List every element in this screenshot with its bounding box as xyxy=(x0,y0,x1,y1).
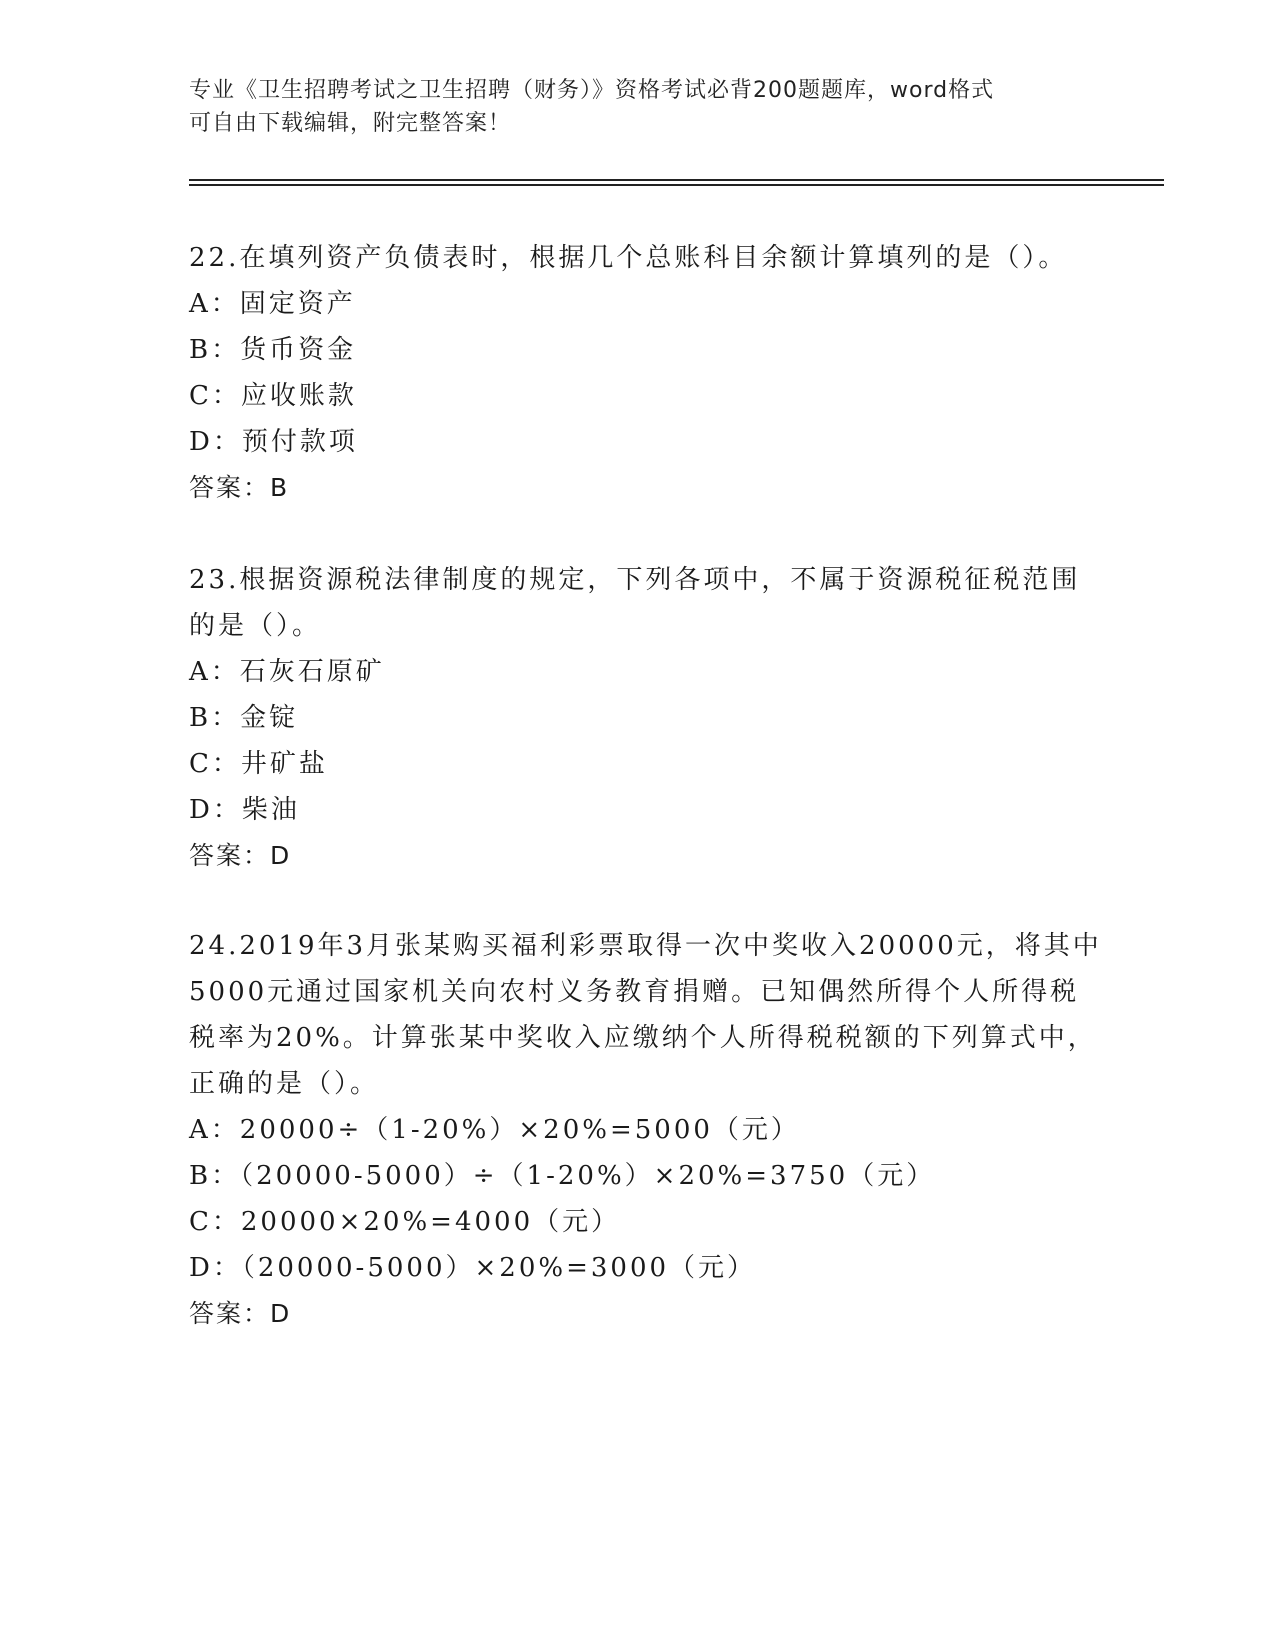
option-b: B：金锭 xyxy=(189,703,299,733)
option-b: B：（20000-5000）÷（1-20%）×20%=3750（元） xyxy=(189,1161,936,1191)
option-a: A：固定资产 xyxy=(189,289,356,319)
question-stem-line: 23.根据资源税法律制度的规定，下列各项中，不属于资源税征税范围 xyxy=(189,565,1081,595)
header-line-1: 专业《卫生招聘考试之卫生招聘（财务）》资格考试必背200题题库，word格式 xyxy=(189,78,995,103)
option-d: D：柴油 xyxy=(189,795,300,825)
option-c: C：20000×20%=4000（元） xyxy=(189,1207,621,1237)
option-a: A：石灰石原矿 xyxy=(189,657,385,687)
header-divider-top xyxy=(189,179,1164,181)
option-d: D：（20000-5000）×20%=3000（元） xyxy=(189,1253,757,1283)
question-23 xyxy=(189,557,1089,879)
option-a: A：20000÷（1-20%）×20%=5000（元） xyxy=(189,1115,800,1145)
answer-line: 答案：D xyxy=(189,1299,292,1328)
question-stem xyxy=(189,923,1102,1107)
question-stem xyxy=(189,557,1089,649)
header-line-2: 可自由下载编辑，附完整答案！ xyxy=(189,111,512,136)
question-stem-line: 税率为20%。计算张某中奖收入应缴纳个人所得税税额的下列算式中， xyxy=(189,1023,1097,1053)
option-c: C：井矿盐 xyxy=(189,749,328,779)
answer-line: 答案：B xyxy=(189,473,290,502)
question-22 xyxy=(189,235,1089,511)
header-divider-bottom xyxy=(189,184,1164,186)
answer-line: 答案：D xyxy=(189,841,292,870)
question-stem-line: 的是（）。 xyxy=(189,611,322,641)
question-stem-line: 22.在填列资产负债表时，根据几个总账科目余额计算填列的是（）。 xyxy=(189,243,1068,273)
question-stem-line: 24.2019年3月张某购买福利彩票取得一次中奖收入20000元，将其中 xyxy=(189,931,1102,961)
question-stem-line: 5000元通过国家机关向农村义务教育捐赠。已知偶然所得个人所得税 xyxy=(189,977,1080,1007)
question-stem-line: 正确的是（）。 xyxy=(189,1069,380,1099)
option-c: C：应收账款 xyxy=(189,381,357,411)
document-header xyxy=(189,74,1069,140)
option-d: D：预付款项 xyxy=(189,427,358,457)
question-stem xyxy=(189,235,1089,281)
question-24 xyxy=(189,923,1102,1337)
option-b: B：货币资金 xyxy=(189,335,357,365)
